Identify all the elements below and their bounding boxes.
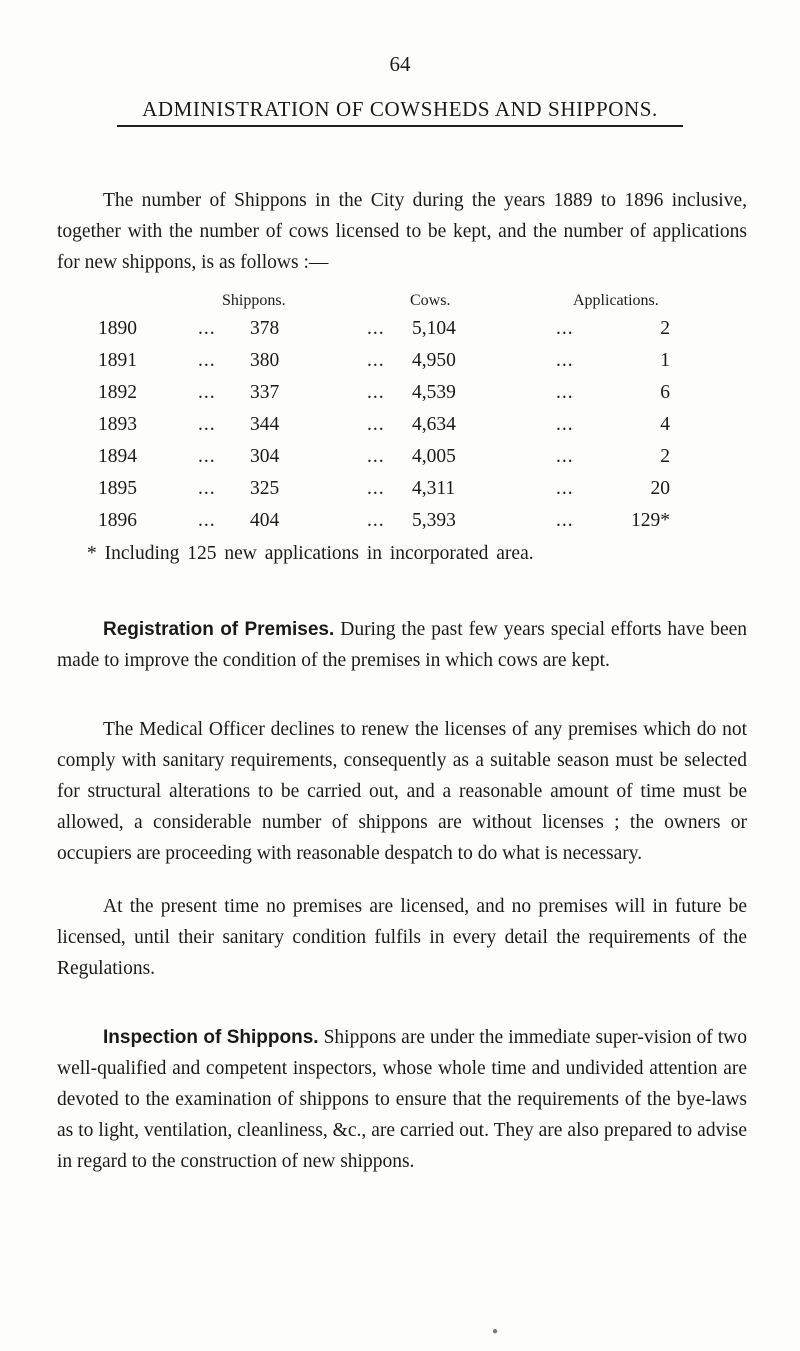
col-head-shippons: Shippons.	[222, 292, 286, 309]
leader-dots: ...	[556, 478, 574, 499]
cell-year: 1892	[98, 382, 137, 403]
cell-applications: 6	[660, 382, 670, 403]
page-heading: ADMINISTRATION OF COWSHEDS AND SHIPPONS.	[142, 97, 658, 121]
licensing-paragraph: At the present time no premises are licensed, and no premises will in future be licensed, until their sanitary condition fulfils in every detail the requirements of the Regulations.	[57, 896, 747, 979]
cell-shippons: 337	[250, 382, 280, 403]
leader-dots: ...	[367, 318, 385, 339]
leader-dots: ...	[367, 478, 385, 499]
leader-dots: ...	[367, 510, 385, 531]
leader-dots: ...	[367, 446, 385, 467]
medical-officer-paragraph: The Medical Officer declines to renew the licenses of any premises which do not comply with sanitary requirements, consequently as a suitable season must be selected for structural alterations to be carried out, and a reasonable amount of time must be allowed, a considerable number of shippons are without licenses ; the owners or occupiers are proceeding with reasonable despatch to do what is necessary.	[57, 719, 747, 864]
cell-year: 1896	[98, 510, 137, 531]
leader-dots: ...	[556, 350, 574, 371]
cell-year: 1893	[98, 414, 137, 435]
leader-dots: ...	[556, 382, 574, 403]
leader-dots: ...	[556, 318, 574, 339]
leader-dots: ...	[198, 350, 216, 371]
cell-cows: 4,005	[412, 446, 456, 467]
print-speck: ●	[492, 1326, 499, 1337]
intro-paragraph: The number of Shippons in the City during the years 1889 to 1896 inclusive, together with the number of cows licensed to be kept, and the number of applications for new shippons, is as follows :—	[57, 190, 747, 273]
table-row	[0, 382, 800, 412]
leader-dots: ...	[367, 350, 385, 371]
cell-shippons: 404	[250, 510, 280, 531]
cell-applications: 2	[660, 446, 670, 467]
col-head-cows: Cows.	[410, 292, 451, 309]
leader-dots: ...	[367, 382, 385, 403]
cell-applications: 4	[660, 414, 670, 435]
cell-cows: 5,104	[412, 318, 456, 339]
cell-cows: 4,950	[412, 350, 456, 371]
leader-dots: ...	[198, 414, 216, 435]
inspection-heading: Inspection of Shippons.	[103, 1027, 319, 1048]
inspection-text: Shippons are under the immediate super-vision of two well-qualified and competent inspectors, whose whole time and undivided attention are devoted to the examination of shippons to ensure that the requirements of the bye-laws as to light, ventilation, cleanliness, &c., are carried out. They are also prepared to advise in regard to the construction of new shippons.	[57, 1027, 747, 1172]
cell-shippons: 344	[250, 414, 280, 435]
registration-paragraph	[57, 614, 747, 676]
table-footnote: * Including 125 new applications in incorporated area.	[87, 543, 534, 564]
leader-dots: ...	[556, 446, 574, 467]
inspection-paragraph	[57, 1022, 747, 1177]
leader-dots: ...	[556, 414, 574, 435]
cell-shippons: 325	[250, 478, 280, 499]
cell-cows: 5,393	[412, 510, 456, 531]
cell-applications: 20	[650, 478, 670, 499]
cell-shippons: 378	[250, 318, 280, 339]
table-row	[0, 446, 800, 476]
leader-dots: ...	[198, 318, 216, 339]
leader-dots: ...	[198, 446, 216, 467]
cell-year: 1890	[98, 318, 137, 339]
cell-cows: 4,311	[412, 478, 456, 499]
leader-dots: ...	[198, 510, 216, 531]
page-number: 64	[389, 52, 411, 76]
cell-applications: 129*	[631, 510, 670, 531]
cell-applications: 1	[660, 350, 670, 371]
col-head-applications: Applications.	[573, 292, 659, 309]
cell-shippons: 304	[250, 446, 280, 467]
heading-rule	[117, 125, 683, 127]
table-row	[0, 414, 800, 444]
cell-year: 1895	[98, 478, 137, 499]
table-row	[0, 478, 800, 508]
leader-dots: ...	[367, 414, 385, 435]
cell-cows: 4,539	[412, 382, 456, 403]
cell-year: 1894	[98, 446, 137, 467]
cell-year: 1891	[98, 350, 137, 371]
cell-applications: 2	[660, 318, 670, 339]
table-row	[0, 350, 800, 380]
leader-dots: ...	[556, 510, 574, 531]
leader-dots: ...	[198, 382, 216, 403]
table-row	[0, 510, 800, 540]
cell-shippons: 380	[250, 350, 280, 371]
table-row	[0, 318, 800, 348]
registration-text: During the past few years special efforts have been made to improve the condition of the premises in which cows are kept.	[57, 619, 747, 671]
registration-heading: Registration of Premises.	[103, 619, 335, 640]
leader-dots: ...	[198, 478, 216, 499]
cell-cows: 4,634	[412, 414, 456, 435]
